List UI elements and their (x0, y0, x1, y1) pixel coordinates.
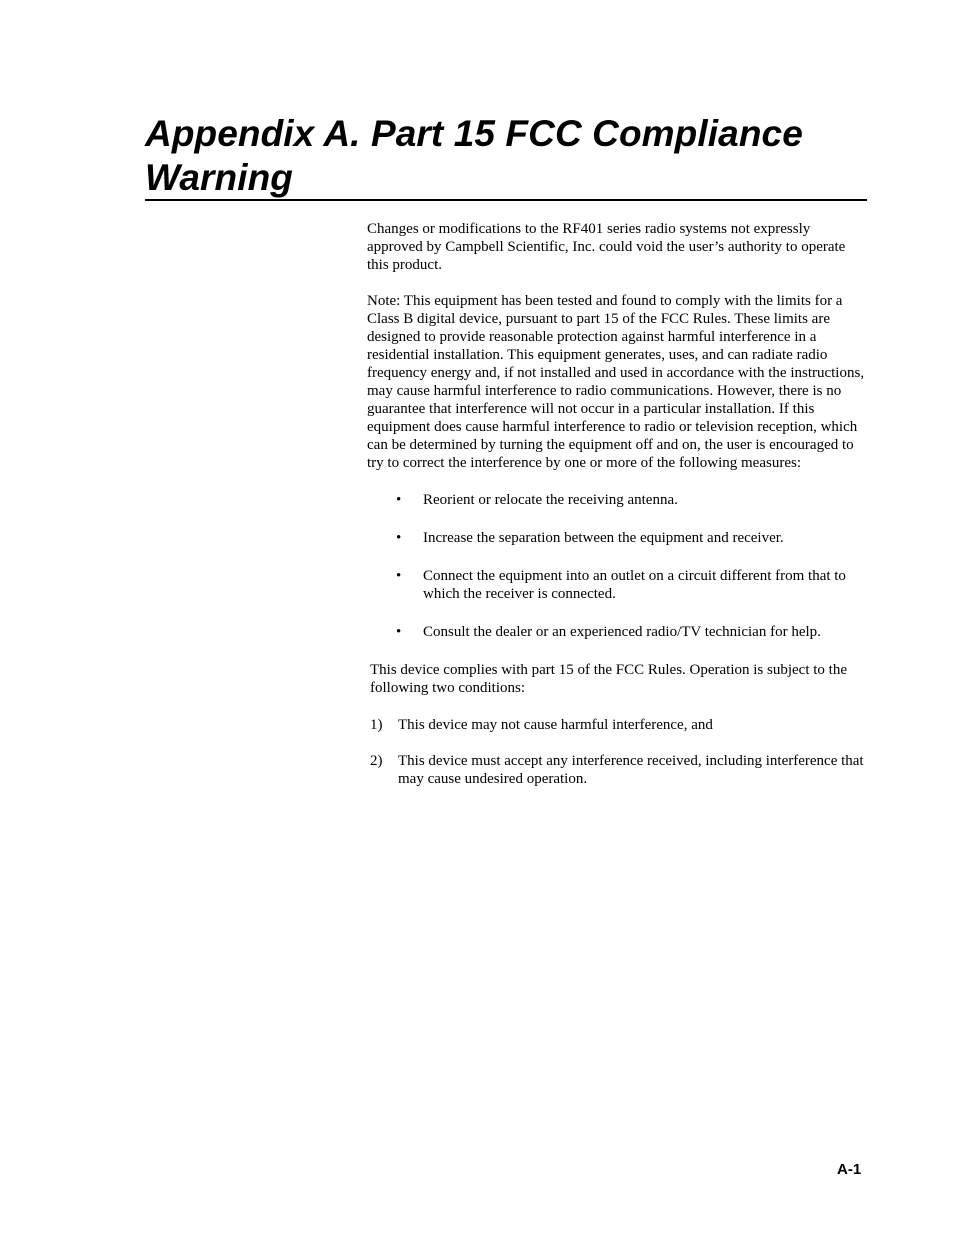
list-item (367, 567, 867, 603)
list-item-text: This device must accept any interference received, including interference that may cause undesired operation. (398, 753, 864, 787)
bullet-icon: • (396, 568, 402, 584)
paragraph-compliance: This device complies with part 15 of the FCC Rules. Operation is subject to the following two conditions: (370, 662, 848, 696)
list-item-number: 2) (370, 753, 383, 769)
list-item-text: Connect the equipment into an outlet on a circuit different from that to which the receiver is connected. (423, 568, 846, 602)
heading-divider (145, 199, 867, 201)
conditions-list (370, 716, 867, 788)
list-item-text: Reorient or relocate the receiving antenna. (423, 492, 678, 508)
list-item-text: Increase the separation between the equipment and receiver. (423, 530, 784, 546)
list-item (367, 529, 867, 547)
bullet-icon: • (396, 530, 402, 546)
list-item-text: Consult the dealer or an experienced radio/TV technician for help. (423, 624, 821, 640)
page-title-line-2: Warning (145, 157, 294, 198)
page-title (145, 112, 867, 200)
list-item (370, 716, 867, 734)
list-item-number: 1) (370, 717, 383, 733)
measures-list (367, 491, 867, 641)
paragraph-modifications: Changes or modifications to the RF401 series radio systems not expressly approved by Campbell Scientific, Inc. could void the user’s authority to operate this product. (367, 221, 846, 273)
page-title-line-1: Appendix A. Part 15 FCC Compliance (145, 113, 803, 154)
list-item (367, 491, 867, 509)
bullet-icon: • (396, 492, 402, 508)
page-number: A-1 (837, 1161, 862, 1178)
bullet-icon: • (396, 624, 402, 640)
body-text (367, 220, 867, 806)
list-item (370, 752, 867, 788)
paragraph-class-b-note: Note: This equipment has been tested and found to comply with the limits for a Class B digital device, pursuant to part 15 of the FCC Rules. These limits are designed to provide reasonable protection against harmful interference in a residential installation. This equipment generates, uses, and can radiate radio frequency energy and, if not installed and used in accordance with the instructions, may cause harmful interference to radio communications. However, there is no guarantee that interference will not occur in a particular installation. If this equipment does cause harmful interference to radio or television reception, which can be determined by turning the equipment off and on, the user is encouraged to try to correct the interference by one or more of the following measures: (367, 293, 865, 471)
list-item (367, 623, 867, 641)
list-item-text: This device may not cause harmful interference, and (398, 717, 713, 733)
